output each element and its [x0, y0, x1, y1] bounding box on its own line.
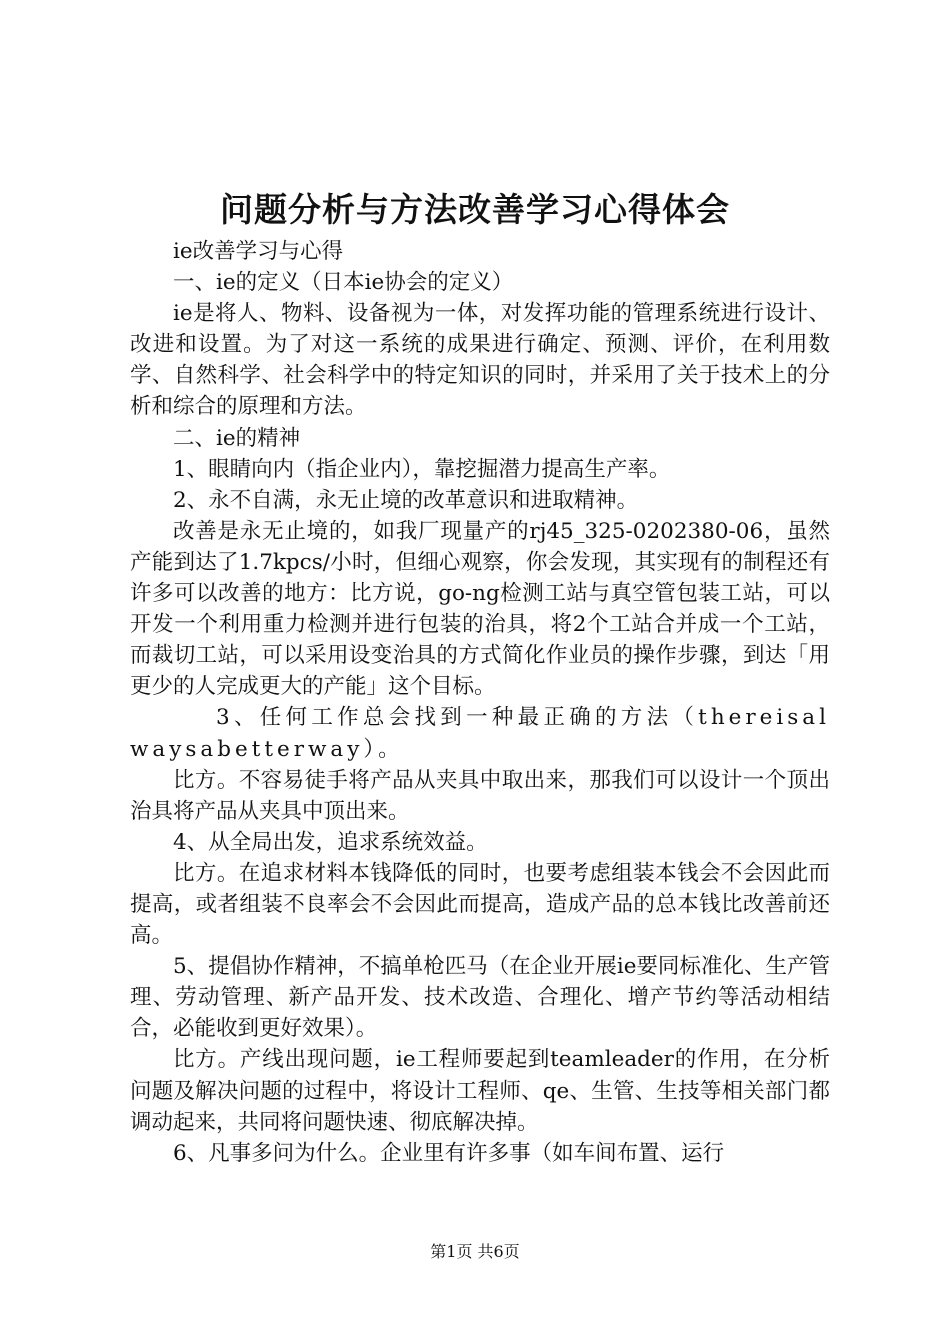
- list-item: 3、任何工作总会找到一种最正确的方法（thereisalwaysabetterway）。: [130, 705, 830, 762]
- section-heading: 二、ie的精神: [173, 425, 301, 451]
- paragraph: 比方。不容易徒手将产品从夹具中取出来，那我们可以设计一个顶出治具将产品从夹具中顶出来。: [130, 767, 830, 824]
- page-footer: 第1页 共6页: [430, 1242, 520, 1261]
- paragraph: 改善是永无止境的，如我厂现量产的rj45_325-0202380-06，虽然产能到达了1.7kpcs/小时，但细心观察，你会发现，其实现有的制程还有许多可以改善的地方：比方说，go-ng检测工站与真空管包装工站，可以开发一个利用重力检测并进行包装的治具，将2个工站合并成一个工站，而裁切工站，可以采用设变治具的方式简化作业员的操作步骤，到达「用更少的人完成更大的产能」这个目标。: [130, 518, 830, 700]
- list-item: 6、凡事多问为什么。企业里有许多事（如车间布置、运行: [173, 1140, 725, 1166]
- list-item: 1、眼睛向内（指企业内），靠挖掘潜力提高生产率。: [173, 456, 671, 482]
- list-item: 5、提倡协作精神，不搞单枪匹马（在企业开展ie要同标准化、生产管理、劳动管理、新产品开发、技术改造、合理化、增产节约等活动相结合，必能收到更好效果）。: [130, 954, 830, 1042]
- document-title: 问题分析与方法改善学习心得体会: [220, 190, 730, 229]
- list-item: 2、永不自满，永无止境的改革意识和进取精神。: [173, 487, 639, 513]
- section-heading: 一、ie的定义（日本ie协会的定义）: [173, 270, 514, 296]
- paragraph: 比方。在追求材料本钱降低的同时，也要考虑组装本钱会不会因此而提高，或者组装不良率会不会因此而提高，造成产品的总本钱比改善前还高。: [130, 860, 830, 949]
- paragraph: 比方。产线出现问题，ie工程师要起到teamleader的作用，在分析问题及解决问题的过程中，将设计工程师、qe、生管、生技等相关部门都调动起来，共同将问题快速、彻底解决掉。: [130, 1047, 830, 1135]
- paragraph: ie改善学习与心得: [173, 239, 344, 264]
- document-body: [130, 236, 830, 1169]
- paragraph: ie是将人、物料、设备视为一体，对发挥功能的管理系统进行设计、改进和设置。为了对这一系统的成果进行确定、预测、评价，在利用数学、自然科学、社会科学中的特定知识的同时，并采用了关于技术上的分析和综合的原理和方法。: [130, 301, 830, 420]
- list-item: 4、从全局出发，追求系统效益。: [173, 829, 488, 855]
